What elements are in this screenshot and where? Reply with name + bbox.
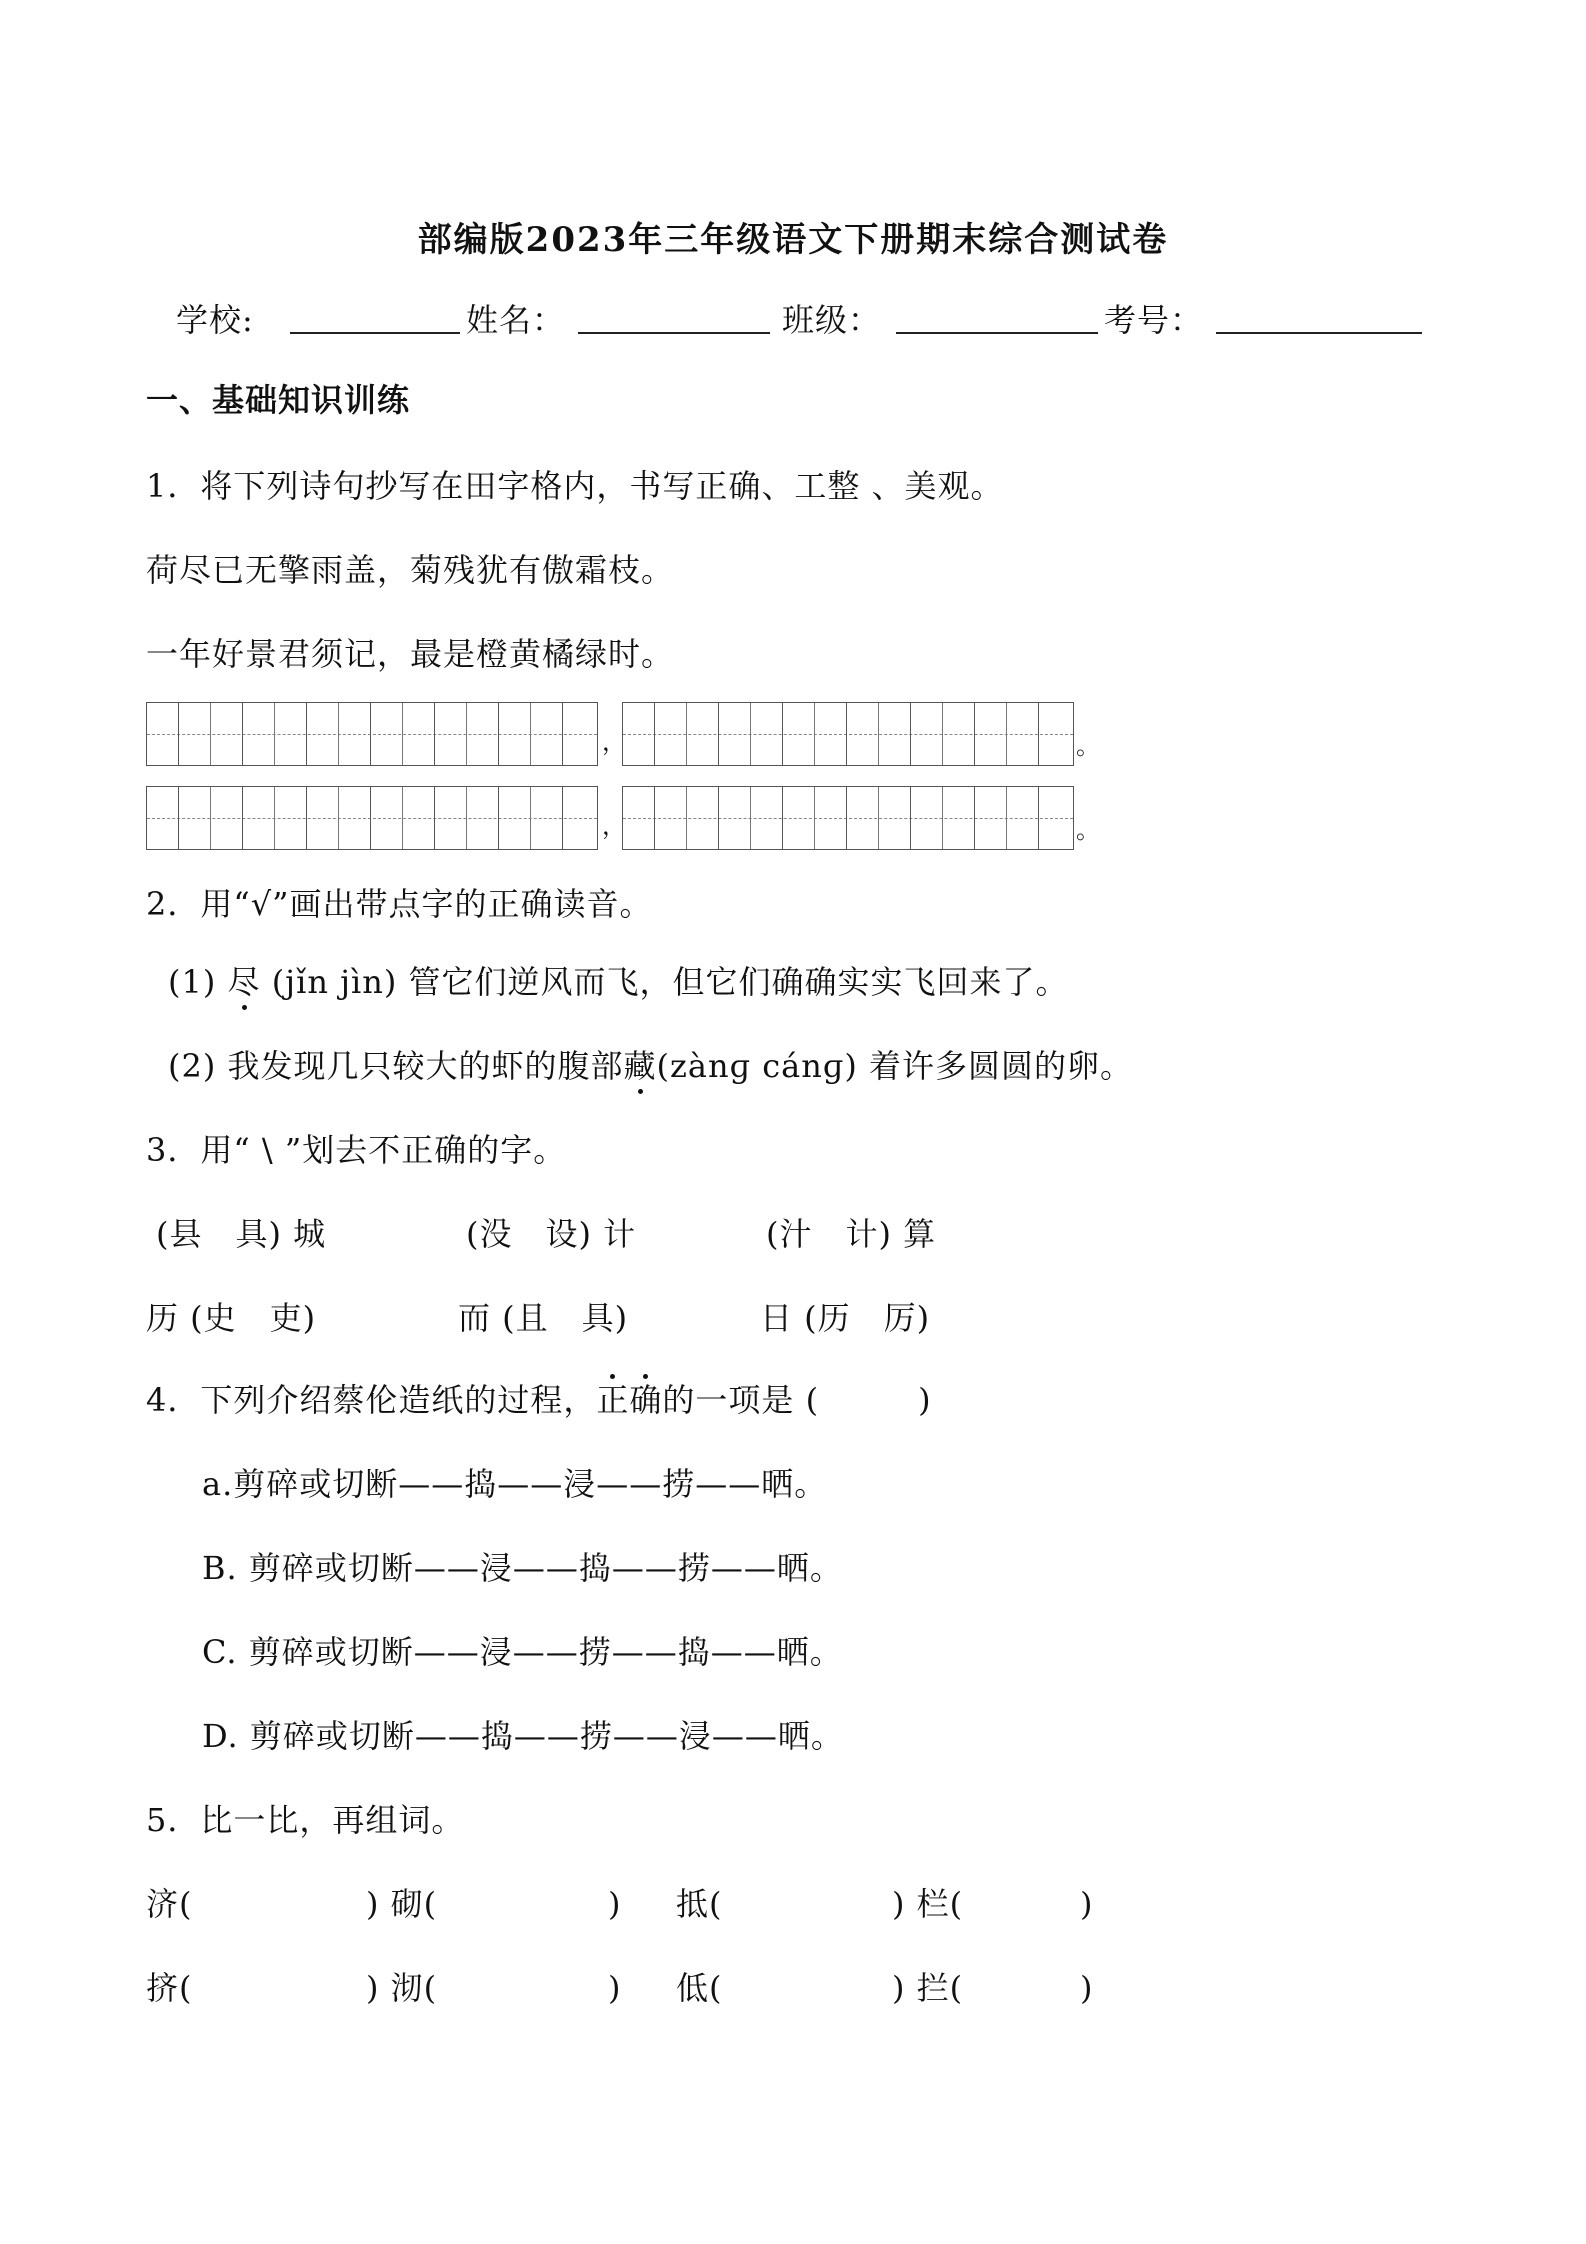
q5-word-blank: ) — [608, 1969, 622, 2007]
q5-word-blank: ) — [1080, 1885, 1094, 1923]
exam-no-blank[interactable] — [1216, 302, 1422, 334]
q3-choice[interactable]: (没 设) 计 — [466, 1215, 637, 1253]
writing-grid[interactable] — [622, 702, 1074, 766]
q3-prompt: 3．用“ \ ”划去不正确的字。 — [146, 1131, 567, 1169]
writing-grid[interactable] — [146, 786, 598, 850]
q4-prompt-text: 4．下列介绍蔡伦造纸的过程， — [146, 1381, 597, 1419]
q2-item-2-text-after: (zànɡ cánɡ) 着许多圆圆的卵。 — [656, 1047, 1133, 1085]
q3-choice[interactable]: (汁 计) 算 — [766, 1215, 937, 1253]
q2-item-2-text-before: 我发现几只较大的虾的腹部 — [227, 1047, 624, 1085]
grid-comma: ， — [602, 812, 626, 840]
dotted-character: 尽 — [227, 963, 261, 1001]
q2-item-1-text: (jǐn jìn) 管它们逆风而飞，但它们确确实实飞回来了。 — [271, 963, 1069, 1001]
q5-prompt: 5．比一比，再组词。 — [146, 1801, 465, 1839]
section-heading: 一、基础知识训练 — [146, 381, 411, 419]
name-blank[interactable] — [578, 302, 770, 334]
q1-poem-line-2: 一年好景君须记，最是橙黄橘绿时。 — [146, 635, 675, 673]
q4-option-c[interactable]: C. 剪碎或切断——浸——捞——捣——晒。 — [202, 1633, 843, 1671]
writing-grid[interactable] — [146, 702, 598, 766]
grid-period: 。 — [1076, 732, 1100, 760]
q2-prompt: 2．用“√”画出带点字的正确读音。 — [146, 885, 653, 923]
q5-word-blank[interactable]: 低( — [676, 1969, 723, 2007]
q4-option-b[interactable]: B. 剪碎或切断——浸——捣——捞——晒。 — [202, 1549, 843, 1587]
name-label: 姓名： — [466, 301, 566, 339]
q5-word-blank: ) — [1080, 1969, 1094, 2007]
q4-answer-blank[interactable]: 的一项是 ( ) — [662, 1381, 932, 1419]
q5-word-blank[interactable]: ) 沏( — [366, 1969, 438, 2007]
school-label: 学校: — [176, 301, 254, 339]
class-label: 班级： — [782, 301, 882, 339]
q2-item-1 — [168, 962, 1069, 1002]
q3-choice[interactable]: 日 (历 厉) — [760, 1299, 931, 1337]
q1-prompt: 1．将下列诗句抄写在田字格内，书写正确、工整 、美观。 — [146, 467, 1004, 505]
q3-choice[interactable]: (县 具) 城 — [156, 1215, 327, 1253]
q5-word-blank[interactable]: ) 拦( — [892, 1969, 964, 2007]
q5-word-blank: ) — [608, 1885, 622, 1923]
exam-no-label: 考号： — [1104, 301, 1204, 339]
q4-option-d[interactable]: D. 剪碎或切断——捣——捞——浸——晒。 — [202, 1717, 844, 1755]
q2-item-1-number: (1) — [168, 963, 217, 1001]
q1-poem-line-1: 荷尽已无擎雨盖，菊残犹有傲霜枝。 — [146, 551, 675, 589]
q5-word-blank[interactable]: ) 砌( — [366, 1885, 438, 1923]
q5-word-blank[interactable]: 挤( — [146, 1969, 193, 2007]
q3-choice[interactable]: 而 (且 具) — [458, 1299, 629, 1337]
q2-item-2-number: (2) — [168, 1047, 217, 1085]
grid-period: 。 — [1076, 816, 1100, 844]
writing-grid[interactable] — [622, 786, 1074, 850]
q2-item-2 — [168, 1046, 1133, 1086]
class-blank[interactable] — [896, 302, 1098, 334]
grid-comma: ， — [602, 728, 626, 756]
dotted-character: 确 — [629, 1381, 663, 1419]
q3-choice[interactable]: 历 (史 吏) — [146, 1299, 317, 1337]
q4-prompt — [146, 1380, 932, 1420]
q5-word-blank[interactable]: ) 栏( — [892, 1885, 964, 1923]
page-title: 部编版2023年三年级语文下册期末综合测试卷 — [417, 220, 1169, 260]
q4-option-a[interactable]: a.剪碎或切断——捣——浸——捞——晒。 — [202, 1465, 828, 1503]
q5-word-blank[interactable]: 济( — [146, 1885, 193, 1923]
school-blank[interactable] — [290, 302, 460, 334]
dotted-character: 藏 — [623, 1047, 657, 1085]
q5-word-blank[interactable]: 抵( — [676, 1885, 723, 1923]
dotted-character: 正 — [596, 1381, 630, 1419]
